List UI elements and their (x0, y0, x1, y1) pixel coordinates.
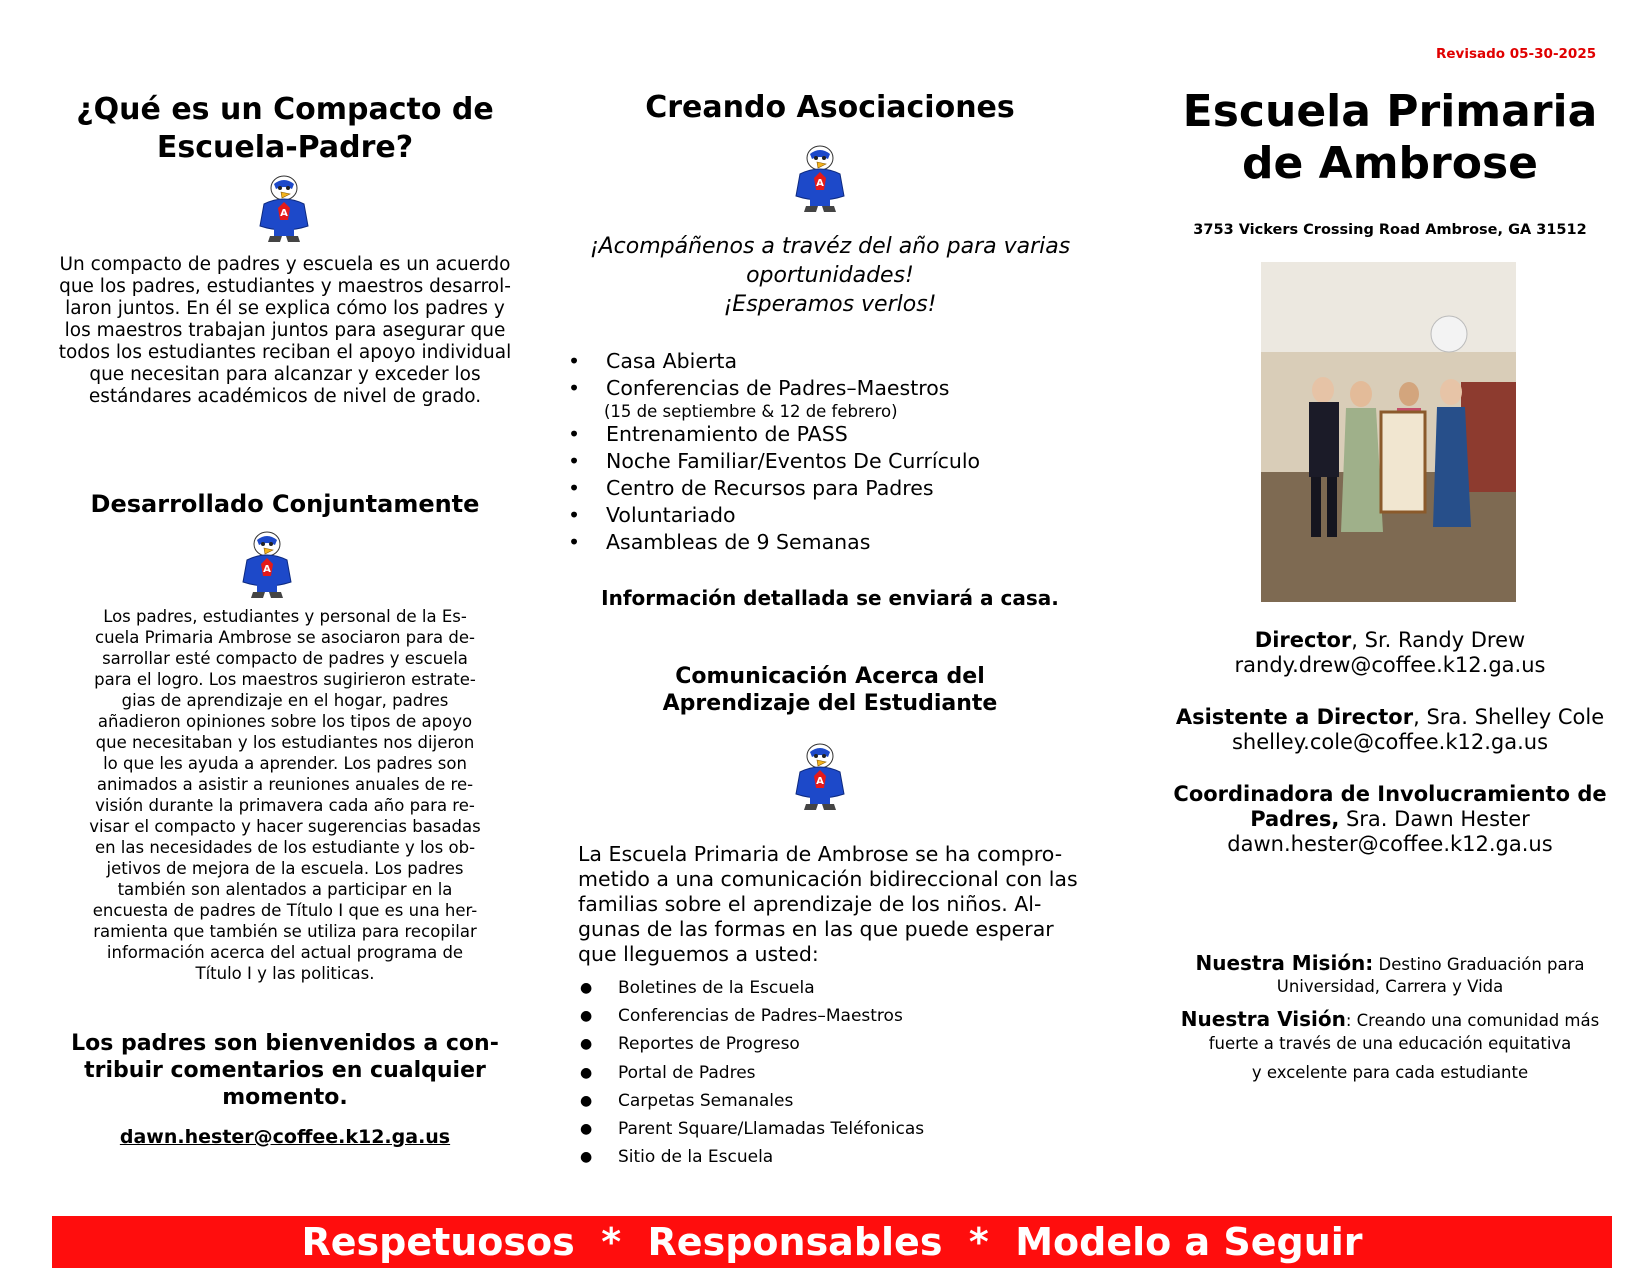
list-item: • Conferencias de Padres–Maestros (15 de septiembre & 12 de febrero) (566, 375, 1086, 421)
text-line: sarrollar esté compacto de padres y escuela (102, 649, 468, 668)
event-label: Noche Familiar/Eventos De Currículo (606, 449, 981, 473)
list-item: ● Parent Square/Llamadas Teléfonicas (580, 1119, 925, 1140)
coordinator-role: Coordinadora de Involucramiento de (1173, 782, 1607, 806)
communication-text (578, 842, 1088, 967)
staff-photo-illustration (1261, 262, 1516, 602)
partnerships-title: Creando Asociaciones (645, 90, 1015, 125)
text-line: los maestros trabajan juntos para asegurar que (64, 320, 506, 341)
text-line: que los padres, estudiantes y maestros desarrol- (59, 276, 511, 297)
text-line: gias de aprendizaje en el hogar, padres (121, 691, 449, 710)
motto-text: Respetuosos * Responsables * Modelo a Seguir (301, 1220, 1363, 1264)
text-line: que necesitan para alcanzar y exceder los (89, 364, 481, 385)
communication-title-line2: Aprendizaje del Estudiante (662, 691, 998, 716)
communication-title-line1: Comunicación Acerca del (675, 664, 985, 689)
event-label: Casa Abierta (606, 349, 738, 373)
text-line: cuela Primaria Ambrose se asociaron para de- (95, 628, 475, 647)
assistant-block (1130, 705, 1650, 755)
text-line: que necesitaban y los estudiantes nos dijeron (95, 733, 475, 752)
text-line: gunas de las formas en las que puede esperar (578, 917, 1054, 941)
text-line: tribuir comentarios en cualquier (84, 1058, 486, 1083)
director-line (1130, 628, 1650, 653)
director-role: Director (1254, 628, 1352, 652)
coordinator-name: Sra. Dawn Hester (1339, 807, 1530, 831)
text-line: encuesta de padres de Título I que es una her- (92, 901, 478, 920)
event-label: Centro de Recursos para Padres (606, 476, 934, 500)
director-block (1130, 628, 1650, 678)
list-item: • Noche Familiar/Eventos De Currículo (568, 449, 981, 473)
compact-title-line1: ¿Qué es un Compacto de (76, 92, 494, 127)
compact-description (30, 254, 540, 408)
vision-text: : Creando una comunidad más (1345, 1011, 1600, 1030)
text-line: todos los estudiantes reciban el apoyo individual (58, 342, 512, 363)
communication-list (578, 974, 1078, 1171)
list-item: • Centro de Recursos para Padres (568, 476, 934, 500)
assistant-line (1130, 705, 1650, 730)
mission-line (1130, 952, 1650, 976)
jointly-developed-title: Desarrollado Conjuntamente (90, 490, 480, 518)
text-line: ramienta que también se utiliza para recopilar (93, 922, 477, 941)
text-line: en las necesidades de los estudiante y los ob- (94, 838, 476, 857)
text-line: animados a asistir a reuniones anuales de re- (96, 775, 474, 794)
compact-title (30, 91, 540, 167)
school-name-line1: Escuela Primaria (1182, 86, 1598, 137)
list-item: ● Portal de Padres (580, 1062, 756, 1083)
text-line: para el logro. Los maestros sugirieron estrate- (94, 670, 476, 689)
vision-label: Nuestra Visión (1180, 1007, 1346, 1031)
text-line: información acerca del actual programa de (106, 943, 464, 962)
event-label: Conferencias de Padres–Maestros (606, 376, 950, 400)
list-item: ● Conferencias de Padres–Maestros (580, 1006, 903, 1027)
text-line: oportunidades! (746, 263, 914, 288)
item-label: Parent Square/Llamadas Teléfonicas (618, 1119, 925, 1140)
text-line: visión durante la primavera cada año para re- (95, 796, 475, 815)
mission-text: Destino Graduación para (1373, 955, 1585, 974)
director-email: randy.drew@coffee.k12.ga.us (1234, 653, 1546, 677)
eagle-mascot-icon (252, 174, 316, 246)
text-line: familias sobre el aprendizaje de los niños. Al- (578, 892, 1042, 916)
info-note: Información detallada se enviará a casa. (601, 586, 1059, 610)
mission-label: Nuestra Misión: (1195, 951, 1374, 975)
school-name (1130, 86, 1650, 190)
text-line: Título I y las politicas. (195, 964, 375, 983)
event-label: Asambleas de 9 Semanas (606, 530, 871, 554)
item-label: Carpetas Semanales (618, 1090, 794, 1111)
revised-date: Revisado 05-30-2025 (1436, 46, 1597, 62)
director-name: , Sr. Randy Drew (1351, 628, 1526, 652)
motto-banner (52, 1216, 1612, 1268)
jointly-developed-text (30, 606, 540, 984)
text-line: lo que les ayuda a aprender. Los padres son (103, 754, 467, 773)
text-line: estándares académicos de nivel de grado. (88, 386, 482, 407)
assistant-name: , Sra. Shelley Cole (1413, 705, 1605, 729)
vision-text-cont2: y excelente para cada estudiante (1251, 1063, 1529, 1082)
text-line: La Escuela Primaria de Ambrose se ha compro- (578, 842, 1063, 866)
text-line: ¡Esperamos verlos! (723, 292, 937, 317)
mission-block (1130, 952, 1650, 998)
communication-title (560, 663, 1100, 717)
list-item: • Voluntariado (568, 503, 736, 527)
event-label: Voluntariado (606, 503, 736, 527)
text-line: laron juntos. En él se explica cómo los padres y (65, 298, 505, 319)
contact-email-link[interactable]: dawn.hester@coffee.k12.ga.us (119, 1126, 451, 1148)
list-item: • Entrenamiento de PASS (568, 422, 848, 446)
school-address: 3753 Vickers Crossing Road Ambrose, GA 31512 (1193, 222, 1587, 238)
text-line: ¡Acompáñenos a travéz del año para varias (589, 234, 1071, 259)
eagle-mascot-icon (788, 144, 852, 216)
school-staff-photo (1261, 262, 1516, 602)
vision-text-cont: fuerte a través de una educación equitativa (1208, 1034, 1572, 1053)
event-label: Entrenamiento de PASS (606, 422, 848, 446)
coordinator-role-cont: Padres, (1250, 807, 1340, 831)
assistant-role: Asistente a Director (1175, 705, 1414, 729)
text-line: Los padres son bienvenidos a con- (71, 1031, 499, 1056)
vision-block (1130, 1008, 1650, 1084)
list-item: • Casa Abierta (568, 349, 738, 373)
text-line: metido a una comunicación bidireccional con las (578, 867, 1078, 891)
text-line: también son alentados a participar en la (117, 880, 453, 899)
text-line: añadieron opiniones sobre los tipos de apoyo (97, 712, 473, 731)
school-name-line2: de Ambrose (1241, 138, 1538, 189)
list-item: • Asambleas de 9 Semanas (568, 530, 871, 554)
text-line: que lleguemos a usted: (578, 942, 819, 966)
compact-title-line2: Escuela-Padre? (156, 130, 414, 165)
item-label: Conferencias de Padres–Maestros (618, 1006, 903, 1027)
coordinator-line (1130, 807, 1650, 832)
assistant-email: shelley.cole@coffee.k12.ga.us (1231, 730, 1549, 754)
events-list (566, 348, 1086, 556)
item-label: Portal de Padres (618, 1062, 756, 1083)
coordinator-email: dawn.hester@coffee.k12.ga.us (1227, 832, 1553, 856)
welcome-comments (30, 1030, 540, 1111)
mission-text-cont: Universidad, Carrera y Vida (1276, 977, 1504, 996)
text-line: Los padres, estudiantes y personal de la Es- (103, 607, 467, 626)
item-label: Boletines de la Escuela (618, 978, 815, 998)
list-item: ● Boletines de la Escuela (580, 978, 815, 998)
list-item: ● Carpetas Semanales (580, 1090, 794, 1111)
contact-email-wrap (30, 1126, 540, 1148)
eagle-mascot-icon (788, 742, 852, 814)
list-item: ● Sitio de la Escuela (580, 1147, 774, 1168)
invite-text (560, 232, 1100, 319)
item-label: Sitio de la Escuela (618, 1147, 774, 1168)
item-label: Reportes de Progreso (618, 1034, 800, 1055)
list-item: ● Reportes de Progreso (580, 1034, 800, 1055)
text-line: jetivos de mejora de la escuela. Los padres (106, 859, 464, 878)
text-line: Un compacto de padres y escuela es un acuerdo (59, 254, 511, 275)
text-line: momento. (222, 1085, 348, 1110)
text-line: visar el compacto y hacer sugerencias basadas (89, 817, 481, 836)
conference-dates: (15 de septiembre & 12 de febrero) (604, 402, 898, 421)
vision-line (1130, 1008, 1650, 1032)
coordinator-block (1130, 782, 1650, 857)
eagle-mascot-icon (235, 530, 299, 602)
